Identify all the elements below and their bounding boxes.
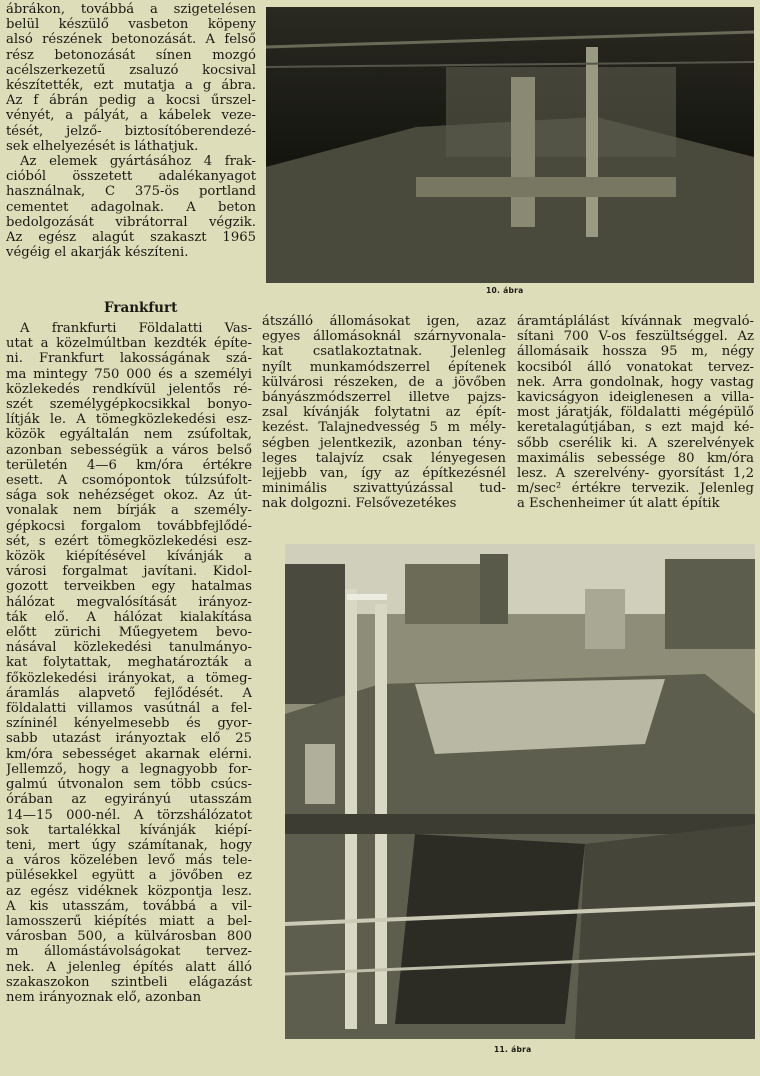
text-line: alsó részének betonozását. A felső xyxy=(6,32,256,48)
text-line: az egész vidéknek központja lesz. xyxy=(6,883,252,899)
text-line: kat folytattak, meghatározták a xyxy=(6,655,252,671)
text-line: násával közlekedési tanulmányo- xyxy=(6,640,252,656)
text-line: belül készülő vasbeton köpeny xyxy=(6,17,256,33)
text-line: bedolgozását vibrátorral végzik. xyxy=(6,214,256,230)
text-line: áramlás alapvető fejlődését. A xyxy=(6,685,252,701)
text-line: a Eschenheimer út alatt építik xyxy=(517,496,720,512)
text-line: tését, jelző- biztosítóberendezé- xyxy=(6,123,256,139)
text-line: pülésekkel együtt a jövőben ez xyxy=(6,868,252,884)
text-line: m/sec² értékre tervezik. Jelenleg xyxy=(517,481,754,497)
text-line: városi forgalmat javítani. Kidol- xyxy=(6,564,252,580)
text-line: sága sok nehézséget okoz. Az út- xyxy=(6,488,252,504)
text-line: főközlekedési irányokat, a tömeg- xyxy=(6,670,252,686)
text-line: ábrákon, továbbá a szigetelésen xyxy=(6,2,256,17)
intro-text-block xyxy=(6,2,256,260)
text-line: nek. A jelenleg építés alatt álló xyxy=(6,959,252,975)
text-line: A frankfurti Földalatti Vas- xyxy=(20,321,252,336)
text-line: vényét, a pályát, a kábelek veze- xyxy=(6,108,256,124)
text-line: galmú útvonalon sem több csúcs- xyxy=(6,777,252,793)
text-line: készítették, ezt mutatja a g ábra. xyxy=(6,78,256,94)
text-line: kat csatlakoztatnak. Jelenleg xyxy=(262,344,506,360)
text-line: átszálló állomásokat igen, azaz xyxy=(262,314,506,329)
section-heading: Frankfurt xyxy=(104,300,178,316)
figure-10-photo xyxy=(266,7,754,283)
text-line: vonalak nem bírják a személy- xyxy=(6,503,252,519)
text-line: m állomástávolságokat tervez- xyxy=(6,944,252,960)
text-line: színinél kényelmesebb és gyor- xyxy=(6,716,252,732)
text-line: Jellemző, hogy a legnagyobb for- xyxy=(6,761,252,777)
text-line: közök kiépítésével kívánják a xyxy=(6,549,252,565)
text-line: teni, mert úgy számítanak, hogy xyxy=(6,837,252,853)
figure-11-photo xyxy=(285,544,755,1039)
text-line: végéig el akarják készíteni. xyxy=(6,245,189,261)
text-line: szakaszokon szintbeli elágazást xyxy=(6,974,252,990)
text-line: ségben jelentkezik, azonban tény- xyxy=(262,435,506,451)
text-line: ma mintegy 750 000 és a személyi xyxy=(6,366,252,382)
column-right xyxy=(517,314,754,512)
text-line: kezést. Talajnedvesség 5 m mély- xyxy=(262,420,506,436)
text-line: közök egyáltalán nem zsúfoltak, xyxy=(6,427,252,443)
text-line: sabb utazást irányoztak elő 25 xyxy=(6,731,252,747)
text-line: nem irányoznak elő, azonban xyxy=(6,989,202,1005)
text-line: szét személygépkocsikkal bonyo- xyxy=(6,397,252,413)
text-line: ni. Frankfurt lakosságának szá- xyxy=(6,351,252,367)
text-line: cementet adagolnak. A beton xyxy=(6,199,256,215)
text-line: földalatti villamos vasútnál a fel- xyxy=(6,701,252,717)
text-line: zsal kívánják folytatni az épít- xyxy=(262,405,506,421)
text-line: kocsiból álló vonatokat tervez- xyxy=(517,359,754,375)
text-line: városban 500, a külvárosban 800 xyxy=(6,929,252,945)
text-line: órában az egyirányú utasszám xyxy=(6,792,252,808)
text-line: területén 4—6 km/óra értékre xyxy=(6,457,252,473)
text-line: lítják le. A tömegközlekedési esz- xyxy=(6,412,252,428)
text-line: ták elő. A hálózat kialakítása xyxy=(6,609,252,625)
text-line: Az elemek gyártásához 4 frak- xyxy=(20,154,256,170)
text-line: állomásaik hossza 95 m, négy xyxy=(517,344,754,360)
column-left xyxy=(6,321,252,1005)
text-line: A kis utasszám, továbbá a vil- xyxy=(6,898,252,914)
text-line: sok tartalékkal kívánják kiépí- xyxy=(6,822,252,838)
text-line: közlekedés rendkívül jelentős ré- xyxy=(6,381,252,397)
text-line: rész betonozását sínen mozgó xyxy=(6,47,256,63)
text-line: előtt zürichi Műegyetem bevo- xyxy=(6,625,252,641)
figure-11-caption: 11. ábra xyxy=(494,1045,532,1054)
text-line: lejjebb van, így az építkezésnél xyxy=(262,466,506,482)
text-line: gépkocsi forgalom továbbfejlődé- xyxy=(6,518,252,534)
text-line: utat a közelmúltban kezdték építe- xyxy=(6,336,252,352)
text-line: lamosszerű kiépítés miatt a bel- xyxy=(6,913,252,929)
text-line: egyes állomásoknál szárnyvonala- xyxy=(262,329,506,345)
text-line: nek. Arra gondolnak, hogy vastag xyxy=(517,374,754,390)
text-line: azonban sebességük a város belső xyxy=(6,442,252,458)
text-line: nak dolgozni. Felsővezetékes xyxy=(262,496,457,512)
text-line: km/óra sebességet akarnak elérni. xyxy=(6,746,252,762)
figure-10-caption: 10. ábra xyxy=(486,286,524,295)
text-line: bányászmódszerrel illetve pajzs- xyxy=(262,390,506,406)
text-line: nyílt munkamódszerrel építenek xyxy=(262,359,506,375)
text-line: most járatják, földalatti mégépülő xyxy=(517,405,754,421)
text-line: minimális szivattyúzással tud- xyxy=(262,481,506,497)
text-line: használnak, C 375-ös portland xyxy=(6,184,256,200)
text-line: sek elhelyezését is láthatjuk. xyxy=(6,138,199,154)
column-middle xyxy=(262,314,506,512)
text-line: Az egész alagút szakaszt 1965 xyxy=(6,230,256,246)
text-line: a város közelében levő más tele- xyxy=(6,853,252,869)
text-line: sét, s ezért tömegközlekedési esz- xyxy=(6,533,252,549)
text-line: sítani 700 V-os feszültséggel. Az xyxy=(517,329,754,345)
text-line: acélszerkezetű zsaluzó kocsival xyxy=(6,62,256,78)
text-line: sőbb cserélik ki. A szerelvények xyxy=(517,435,754,451)
text-line: áramtáplálást kívánnak megvaló- xyxy=(517,314,754,329)
text-line: cióból összetett adalékanyagot xyxy=(6,169,256,185)
text-line: kavicságyon ideiglenesen a villa- xyxy=(517,390,754,406)
text-line: hálózat megvalósítását irányoz- xyxy=(6,594,252,610)
text-line: leges talajvíz csak lényegesen xyxy=(262,450,506,466)
text-line: maximális sebessége 80 km/óra xyxy=(517,450,754,466)
text-line: külvárosi részeken, de a jövőben xyxy=(262,374,506,390)
text-line: lesz. A szerelvény- gyorsítást 1,2 xyxy=(517,466,754,482)
text-line: 14—15 000-nél. A törzshálózatot xyxy=(6,807,252,823)
text-line: gozott terveikben egy hatalmas xyxy=(6,579,252,595)
text-line: esett. A csomópontok túlzsúfolt- xyxy=(6,473,252,489)
text-line: Az f ábrán pedig a kocsi űrszel- xyxy=(6,93,256,109)
text-line: keretalagútjában, s ezt majd ké- xyxy=(517,420,754,436)
